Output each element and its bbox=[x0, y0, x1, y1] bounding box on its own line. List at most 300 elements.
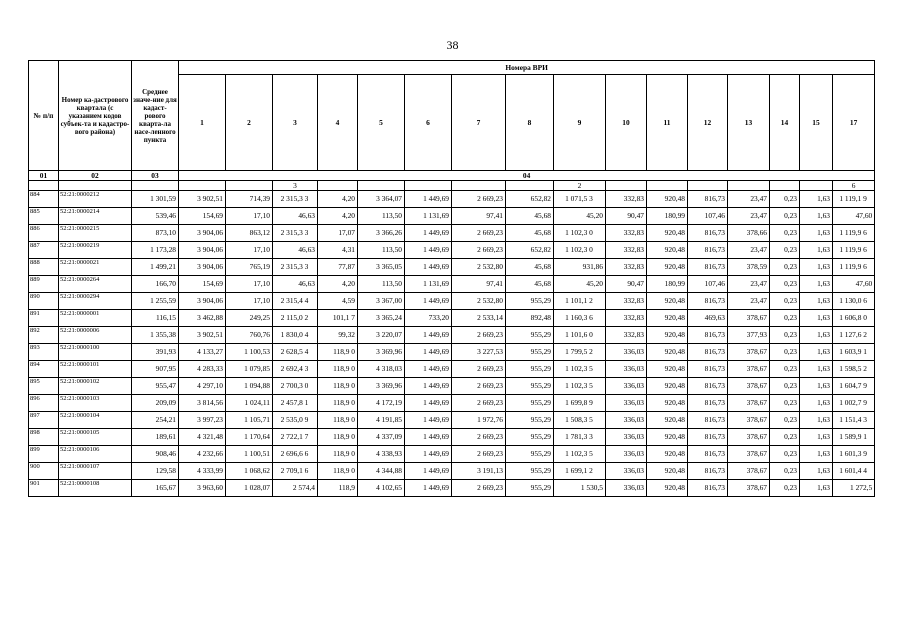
row-vri-value: 23,47 bbox=[728, 208, 770, 225]
row-vri-value: 118,9 0 bbox=[318, 463, 358, 480]
row-vri-value: 378,67 bbox=[728, 429, 770, 446]
row-number: 898 bbox=[29, 429, 59, 446]
row-vri-value: 0,23 bbox=[770, 378, 800, 395]
row-vri-value: 101,1 7 bbox=[318, 310, 358, 327]
row-vri-value: 1,63 bbox=[800, 429, 833, 446]
row-vri-value: 955,29 bbox=[506, 429, 554, 446]
page-number: 38 bbox=[446, 38, 459, 52]
row-vri-value: 1 102,3 0 bbox=[554, 242, 606, 259]
row-vri-value: 45,68 bbox=[506, 225, 554, 242]
row-number: 901 bbox=[29, 480, 59, 497]
row-vri-value: 1,63 bbox=[800, 463, 833, 480]
row-vri-value: 378,67 bbox=[728, 310, 770, 327]
index-cell bbox=[132, 181, 179, 191]
row-vri-value: 23,47 bbox=[728, 293, 770, 310]
row-vri-value: 377,93 bbox=[728, 327, 770, 344]
row-vri-value: 920,48 bbox=[647, 412, 688, 429]
row-vri-value: 46,63 bbox=[273, 242, 318, 259]
row-kvartal: 52:21:0000101 bbox=[59, 361, 132, 378]
row-vri-value: 0,23 bbox=[770, 191, 800, 208]
row-number: 884 bbox=[29, 191, 59, 208]
row-vri-value: 249,25 bbox=[226, 310, 273, 327]
row-vri-value: 3 365,24 bbox=[358, 310, 405, 327]
row-number: 891 bbox=[29, 310, 59, 327]
row-number: 896 bbox=[29, 395, 59, 412]
row-avg: 129,58 bbox=[132, 463, 179, 480]
index-cell bbox=[800, 181, 833, 191]
row-avg: 908,46 bbox=[132, 446, 179, 463]
row-number: 890 bbox=[29, 293, 59, 310]
row-vri-value: 920,48 bbox=[647, 191, 688, 208]
row-vri-value: 336,03 bbox=[606, 361, 647, 378]
index-cell bbox=[405, 181, 452, 191]
row-vri-value: 955,29 bbox=[506, 344, 554, 361]
header-num: № п/п bbox=[29, 61, 59, 171]
row-vri-value: 90,47 bbox=[606, 208, 647, 225]
row-vri-value: 1 508,3 5 bbox=[554, 412, 606, 429]
row-vri-value: 4,31 bbox=[318, 242, 358, 259]
row-vri-value: 336,03 bbox=[606, 395, 647, 412]
row-vri-value: 816,73 bbox=[688, 463, 728, 480]
row-vri-value: 1 449,69 bbox=[405, 480, 452, 497]
row-vri-value: 118,9 0 bbox=[318, 344, 358, 361]
row-vri-value: 1 119,9 6 bbox=[833, 242, 875, 259]
row-vri-value: 2 457,8 1 bbox=[273, 395, 318, 412]
table-row bbox=[29, 327, 875, 344]
row-vri-value: 1,63 bbox=[800, 361, 833, 378]
row-vri-value: 1,63 bbox=[800, 276, 833, 293]
row-vri-value: 2 669,23 bbox=[452, 191, 506, 208]
row-vri-value: 1 100,53 bbox=[226, 344, 273, 361]
row-vri-value: 1 127,6 2 bbox=[833, 327, 875, 344]
row-vri-value: 4 283,33 bbox=[179, 361, 226, 378]
row-vri-value: 336,03 bbox=[606, 446, 647, 463]
row-vri-value: 1 119,1 9 bbox=[833, 191, 875, 208]
table-row bbox=[29, 242, 875, 259]
index-cell: 3 bbox=[273, 181, 318, 191]
row-vri-value: 180,99 bbox=[647, 208, 688, 225]
row-vri-value: 0,23 bbox=[770, 208, 800, 225]
code-02: 02 bbox=[59, 171, 132, 181]
row-vri-value: 2 532,80 bbox=[452, 293, 506, 310]
row-vri-value: 955,29 bbox=[506, 327, 554, 344]
row-vri-value: 1 449,69 bbox=[405, 429, 452, 446]
row-number: 889 bbox=[29, 276, 59, 293]
row-avg: 165,67 bbox=[132, 480, 179, 497]
row-vri-value: 45,20 bbox=[554, 276, 606, 293]
row-vri-value: 1 272,5 bbox=[833, 480, 875, 497]
row-vri-value: 0,23 bbox=[770, 395, 800, 412]
row-vri-value: 1,63 bbox=[800, 310, 833, 327]
row-vri-value: 920,48 bbox=[647, 259, 688, 276]
table-row bbox=[29, 446, 875, 463]
row-vri-value: 2 669,23 bbox=[452, 378, 506, 395]
row-vri-value: 45,68 bbox=[506, 208, 554, 225]
row-vri-value: 336,03 bbox=[606, 429, 647, 446]
row-vri-value: 47,60 bbox=[833, 276, 875, 293]
row-vri-value: 0,23 bbox=[770, 480, 800, 497]
row-vri-value: 1 449,69 bbox=[405, 395, 452, 412]
row-vri-value: 1 102,3 0 bbox=[554, 225, 606, 242]
row-vri-value: 1 079,85 bbox=[226, 361, 273, 378]
row-vri-value: 920,48 bbox=[647, 293, 688, 310]
row-vri-value: 1 160,3 6 bbox=[554, 310, 606, 327]
row-vri-value: 1,63 bbox=[800, 480, 833, 497]
row-vri-value: 3 364,07 bbox=[358, 191, 405, 208]
row-vri-value: 118,9 bbox=[318, 480, 358, 497]
header-vri-5: 5 bbox=[358, 75, 405, 171]
row-vri-value: 0,23 bbox=[770, 446, 800, 463]
row-kvartal: 52:21:0000215 bbox=[59, 225, 132, 242]
row-kvartal: 52:21:0000212 bbox=[59, 191, 132, 208]
row-vri-value: 816,73 bbox=[688, 344, 728, 361]
index-cell bbox=[606, 181, 647, 191]
row-vri-value: 816,73 bbox=[688, 242, 728, 259]
header-vri-group: Номера ВРИ bbox=[179, 61, 875, 75]
row-vri-value: 816,73 bbox=[688, 412, 728, 429]
index-cell bbox=[647, 181, 688, 191]
row-vri-value: 816,73 bbox=[688, 259, 728, 276]
row-vri-value: 1 102,3 5 bbox=[554, 361, 606, 378]
row-vri-value: 1,63 bbox=[800, 327, 833, 344]
row-vri-value: 714,39 bbox=[226, 191, 273, 208]
index-cell: 6 bbox=[833, 181, 875, 191]
row-vri-value: 1,63 bbox=[800, 395, 833, 412]
row-vri-value: 4 172,19 bbox=[358, 395, 405, 412]
header-vri-9: 9 bbox=[554, 75, 606, 171]
row-vri-value: 1 449,69 bbox=[405, 446, 452, 463]
row-avg: 189,61 bbox=[132, 429, 179, 446]
index-cell bbox=[506, 181, 554, 191]
row-vri-value: 45,68 bbox=[506, 276, 554, 293]
row-number: 895 bbox=[29, 378, 59, 395]
header-vri-14: 14 bbox=[770, 75, 800, 171]
row-kvartal: 52:21:0000106 bbox=[59, 446, 132, 463]
header-vri-8: 8 bbox=[506, 75, 554, 171]
index-cell bbox=[318, 181, 358, 191]
row-vri-value: 2 722,1 7 bbox=[273, 429, 318, 446]
row-vri-value: 1 699,1 2 bbox=[554, 463, 606, 480]
row-vri-value: 765,19 bbox=[226, 259, 273, 276]
row-vri-value: 2 669,23 bbox=[452, 429, 506, 446]
row-vri-value: 17,07 bbox=[318, 225, 358, 242]
row-vri-value: 378,59 bbox=[728, 259, 770, 276]
row-vri-value: 378,67 bbox=[728, 344, 770, 361]
row-vri-value: 1 101,1 2 bbox=[554, 293, 606, 310]
row-vri-value: 3 365,05 bbox=[358, 259, 405, 276]
row-vri-value: 118,9 0 bbox=[318, 429, 358, 446]
row-vri-value: 118,9 0 bbox=[318, 395, 358, 412]
row-kvartal: 52:21:0000021 bbox=[59, 259, 132, 276]
row-vri-value: 1 530,5 bbox=[554, 480, 606, 497]
row-vri-value: 1 781,3 3 bbox=[554, 429, 606, 446]
row-vri-value: 760,76 bbox=[226, 327, 273, 344]
row-vri-value: 2 115,0 2 bbox=[273, 310, 318, 327]
row-vri-value: 1 071,5 3 bbox=[554, 191, 606, 208]
row-vri-value: 2 315,4 4 bbox=[273, 293, 318, 310]
row-vri-value: 1 830,0 4 bbox=[273, 327, 318, 344]
header-avg: Среднее значе-ние для кадаст-рового кварта-ла насе-ленного пункта bbox=[132, 61, 179, 171]
row-vri-value: 2 533,14 bbox=[452, 310, 506, 327]
row-vri-value: 378,67 bbox=[728, 395, 770, 412]
table-row bbox=[29, 412, 875, 429]
row-vri-value: 3 814,56 bbox=[179, 395, 226, 412]
row-vri-value: 336,03 bbox=[606, 378, 647, 395]
row-vri-value: 4 318,03 bbox=[358, 361, 405, 378]
row-vri-value: 1 119,9 6 bbox=[833, 259, 875, 276]
index-cell: 2 bbox=[554, 181, 606, 191]
row-vri-value: 378,67 bbox=[728, 412, 770, 429]
row-avg: 116,15 bbox=[132, 310, 179, 327]
row-number: 886 bbox=[29, 225, 59, 242]
row-vri-value: 0,23 bbox=[770, 344, 800, 361]
row-vri-value: 378,67 bbox=[728, 446, 770, 463]
row-vri-value: 118,9 0 bbox=[318, 378, 358, 395]
row-vri-value: 0,23 bbox=[770, 412, 800, 429]
table-row bbox=[29, 276, 875, 293]
row-vri-value: 1 449,69 bbox=[405, 463, 452, 480]
row-vri-value: 0,23 bbox=[770, 361, 800, 378]
row-avg: 1 301,59 bbox=[132, 191, 179, 208]
row-vri-value: 1 449,69 bbox=[405, 378, 452, 395]
index-cell bbox=[29, 181, 59, 191]
row-vri-value: 1 002,7 9 bbox=[833, 395, 875, 412]
row-avg: 1 355,38 bbox=[132, 327, 179, 344]
table-row bbox=[29, 378, 875, 395]
row-vri-value: 816,73 bbox=[688, 293, 728, 310]
row-vri-value: 2 315,3 3 bbox=[273, 225, 318, 242]
row-vri-value: 4 232,66 bbox=[179, 446, 226, 463]
row-vri-value: 1 604,7 9 bbox=[833, 378, 875, 395]
row-vri-value: 931,86 bbox=[554, 259, 606, 276]
row-vri-value: 113,50 bbox=[358, 242, 405, 259]
row-number: 894 bbox=[29, 361, 59, 378]
index-cell bbox=[179, 181, 226, 191]
row-vri-value: 0,23 bbox=[770, 276, 800, 293]
row-vri-value: 2 669,23 bbox=[452, 395, 506, 412]
row-kvartal: 52:21:0000214 bbox=[59, 208, 132, 225]
row-vri-value: 3 227,53 bbox=[452, 344, 506, 361]
row-kvartal: 52:21:0000001 bbox=[59, 310, 132, 327]
row-vri-value: 2 669,23 bbox=[452, 327, 506, 344]
header-vri-17: 17 bbox=[833, 75, 875, 171]
row-vri-value: 4,20 bbox=[318, 208, 358, 225]
row-vri-value: 920,48 bbox=[647, 480, 688, 497]
table-row bbox=[29, 463, 875, 480]
row-vri-value: 1,63 bbox=[800, 446, 833, 463]
row-vri-value: 920,48 bbox=[647, 463, 688, 480]
table-row bbox=[29, 191, 875, 208]
row-vri-value: 3 904,06 bbox=[179, 293, 226, 310]
table-row bbox=[29, 293, 875, 310]
row-vri-value: 332,83 bbox=[606, 310, 647, 327]
row-vri-value: 336,03 bbox=[606, 412, 647, 429]
row-vri-value: 77,87 bbox=[318, 259, 358, 276]
row-vri-value: 1 449,69 bbox=[405, 412, 452, 429]
index-cell bbox=[770, 181, 800, 191]
row-avg: 1 499,21 bbox=[132, 259, 179, 276]
table-row bbox=[29, 361, 875, 378]
row-vri-value: 920,48 bbox=[647, 378, 688, 395]
table-row bbox=[29, 480, 875, 497]
row-vri-value: 0,23 bbox=[770, 327, 800, 344]
row-vri-value: 378,67 bbox=[728, 463, 770, 480]
row-vri-value: 4 297,10 bbox=[179, 378, 226, 395]
row-vri-value: 118,9 0 bbox=[318, 446, 358, 463]
row-vri-value: 920,48 bbox=[647, 446, 688, 463]
row-vri-value: 3 462,88 bbox=[179, 310, 226, 327]
row-vri-value: 1 130,0 6 bbox=[833, 293, 875, 310]
row-vri-value: 920,48 bbox=[647, 327, 688, 344]
header-vri-2: 2 bbox=[226, 75, 273, 171]
header-kvartal: Номер ка-дастрового квартала (с указанием кодов субъек-та и кадастро-вого района) bbox=[59, 61, 132, 171]
row-vri-value: 17,10 bbox=[226, 208, 273, 225]
row-vri-value: 378,67 bbox=[728, 480, 770, 497]
row-vri-value: 47,60 bbox=[833, 208, 875, 225]
row-kvartal: 52:21:0000103 bbox=[59, 395, 132, 412]
row-vri-value: 955,29 bbox=[506, 395, 554, 412]
row-vri-value: 2 535,0 9 bbox=[273, 412, 318, 429]
table-row bbox=[29, 395, 875, 412]
row-kvartal: 52:21:0000219 bbox=[59, 242, 132, 259]
row-vri-value: 1 606,8 0 bbox=[833, 310, 875, 327]
row-vri-value: 1 449,69 bbox=[405, 242, 452, 259]
row-vri-value: 955,29 bbox=[506, 293, 554, 310]
row-vri-value: 955,29 bbox=[506, 412, 554, 429]
row-vri-value: 816,73 bbox=[688, 429, 728, 446]
row-vri-value: 336,03 bbox=[606, 463, 647, 480]
row-vri-value: 336,03 bbox=[606, 480, 647, 497]
row-vri-value: 652,82 bbox=[506, 242, 554, 259]
row-vri-value: 1 598,5 2 bbox=[833, 361, 875, 378]
index-cell bbox=[452, 181, 506, 191]
row-vri-value: 816,73 bbox=[688, 395, 728, 412]
row-vri-value: 0,23 bbox=[770, 429, 800, 446]
row-vri-value: 1 972,76 bbox=[452, 412, 506, 429]
row-vri-value: 1 449,69 bbox=[405, 361, 452, 378]
row-vri-value: 90,47 bbox=[606, 276, 647, 293]
row-vri-value: 816,73 bbox=[688, 446, 728, 463]
row-kvartal: 52:21:0000102 bbox=[59, 378, 132, 395]
row-vri-value: 0,23 bbox=[770, 463, 800, 480]
row-vri-value: 107,46 bbox=[688, 208, 728, 225]
row-vri-value: 892,48 bbox=[506, 310, 554, 327]
row-vri-value: 2 700,3 0 bbox=[273, 378, 318, 395]
row-vri-value: 1 068,62 bbox=[226, 463, 273, 480]
row-vri-value: 2 696,6 6 bbox=[273, 446, 318, 463]
row-vri-value: 4 338,93 bbox=[358, 446, 405, 463]
row-vri-value: 1 170,64 bbox=[226, 429, 273, 446]
row-kvartal: 52:21:0000105 bbox=[59, 429, 132, 446]
row-vri-value: 97,41 bbox=[452, 276, 506, 293]
row-vri-value: 652,82 bbox=[506, 191, 554, 208]
row-vri-value: 3 369,96 bbox=[358, 344, 405, 361]
row-avg: 209,09 bbox=[132, 395, 179, 412]
row-vri-value: 816,73 bbox=[688, 480, 728, 497]
table-row bbox=[29, 344, 875, 361]
code-04: 04 bbox=[179, 171, 875, 181]
row-vri-value: 336,03 bbox=[606, 344, 647, 361]
code-01: 01 bbox=[29, 171, 59, 181]
row-avg: 166,70 bbox=[132, 276, 179, 293]
row-number: 893 bbox=[29, 344, 59, 361]
row-vri-value: 154,69 bbox=[179, 208, 226, 225]
row-vri-value: 816,73 bbox=[688, 225, 728, 242]
row-vri-value: 1 131,69 bbox=[405, 276, 452, 293]
row-vri-value: 955,29 bbox=[506, 378, 554, 395]
row-number: 899 bbox=[29, 446, 59, 463]
index-cell bbox=[59, 181, 132, 191]
table-row bbox=[29, 429, 875, 446]
row-vri-value: 154,69 bbox=[179, 276, 226, 293]
row-avg: 1 255,59 bbox=[132, 293, 179, 310]
row-vri-value: 4 344,88 bbox=[358, 463, 405, 480]
table-row bbox=[29, 259, 875, 276]
row-vri-value: 920,48 bbox=[647, 361, 688, 378]
row-kvartal: 52:21:0000107 bbox=[59, 463, 132, 480]
row-vri-value: 3 366,26 bbox=[358, 225, 405, 242]
row-vri-value: 863,12 bbox=[226, 225, 273, 242]
row-vri-value: 920,48 bbox=[647, 344, 688, 361]
row-vri-value: 816,73 bbox=[688, 361, 728, 378]
row-kvartal: 52:21:0000108 bbox=[59, 480, 132, 497]
row-vri-value: 1 028,07 bbox=[226, 480, 273, 497]
row-vri-value: 1 449,69 bbox=[405, 191, 452, 208]
row-vri-value: 113,50 bbox=[358, 208, 405, 225]
row-number: 892 bbox=[29, 327, 59, 344]
header-vri-6: 6 bbox=[405, 75, 452, 171]
row-vri-value: 1 105,71 bbox=[226, 412, 273, 429]
row-avg: 1 173,28 bbox=[132, 242, 179, 259]
header-vri-12: 12 bbox=[688, 75, 728, 171]
row-vri-value: 23,47 bbox=[728, 242, 770, 259]
row-vri-value: 2 315,3 3 bbox=[273, 191, 318, 208]
row-kvartal: 52:21:0000104 bbox=[59, 412, 132, 429]
row-vri-value: 2 669,23 bbox=[452, 480, 506, 497]
row-vri-value: 1 024,11 bbox=[226, 395, 273, 412]
row-vri-value: 23,47 bbox=[728, 276, 770, 293]
index-cell bbox=[688, 181, 728, 191]
row-vri-value: 45,68 bbox=[506, 259, 554, 276]
header-vri-10: 10 bbox=[606, 75, 647, 171]
row-vri-value: 816,73 bbox=[688, 327, 728, 344]
table-row bbox=[29, 208, 875, 225]
row-vri-value: 2 574,4 bbox=[273, 480, 318, 497]
row-vri-value: 378,66 bbox=[728, 225, 770, 242]
row-vri-value: 920,48 bbox=[647, 395, 688, 412]
row-vri-value: 0,23 bbox=[770, 310, 800, 327]
row-vri-value: 1 603,9 1 bbox=[833, 344, 875, 361]
row-vri-value: 17,10 bbox=[226, 242, 273, 259]
row-vri-value: 1 601,4 4 bbox=[833, 463, 875, 480]
row-vri-value: 955,29 bbox=[506, 446, 554, 463]
row-vri-value: 3 220,07 bbox=[358, 327, 405, 344]
row-vri-value: 3 902,51 bbox=[179, 191, 226, 208]
row-vri-value: 1 102,3 5 bbox=[554, 446, 606, 463]
row-vri-value: 1 601,3 9 bbox=[833, 446, 875, 463]
row-number: 900 bbox=[29, 463, 59, 480]
index-cell bbox=[358, 181, 405, 191]
row-vri-value: 1 449,69 bbox=[405, 344, 452, 361]
row-vri-value: 3 997,23 bbox=[179, 412, 226, 429]
row-vri-value: 1 449,69 bbox=[405, 225, 452, 242]
row-vri-value: 3 902,51 bbox=[179, 327, 226, 344]
row-avg: 907,95 bbox=[132, 361, 179, 378]
row-vri-value: 46,63 bbox=[273, 208, 318, 225]
row-avg: 539,46 bbox=[132, 208, 179, 225]
row-vri-value: 23,47 bbox=[728, 191, 770, 208]
code-03: 03 bbox=[132, 171, 179, 181]
